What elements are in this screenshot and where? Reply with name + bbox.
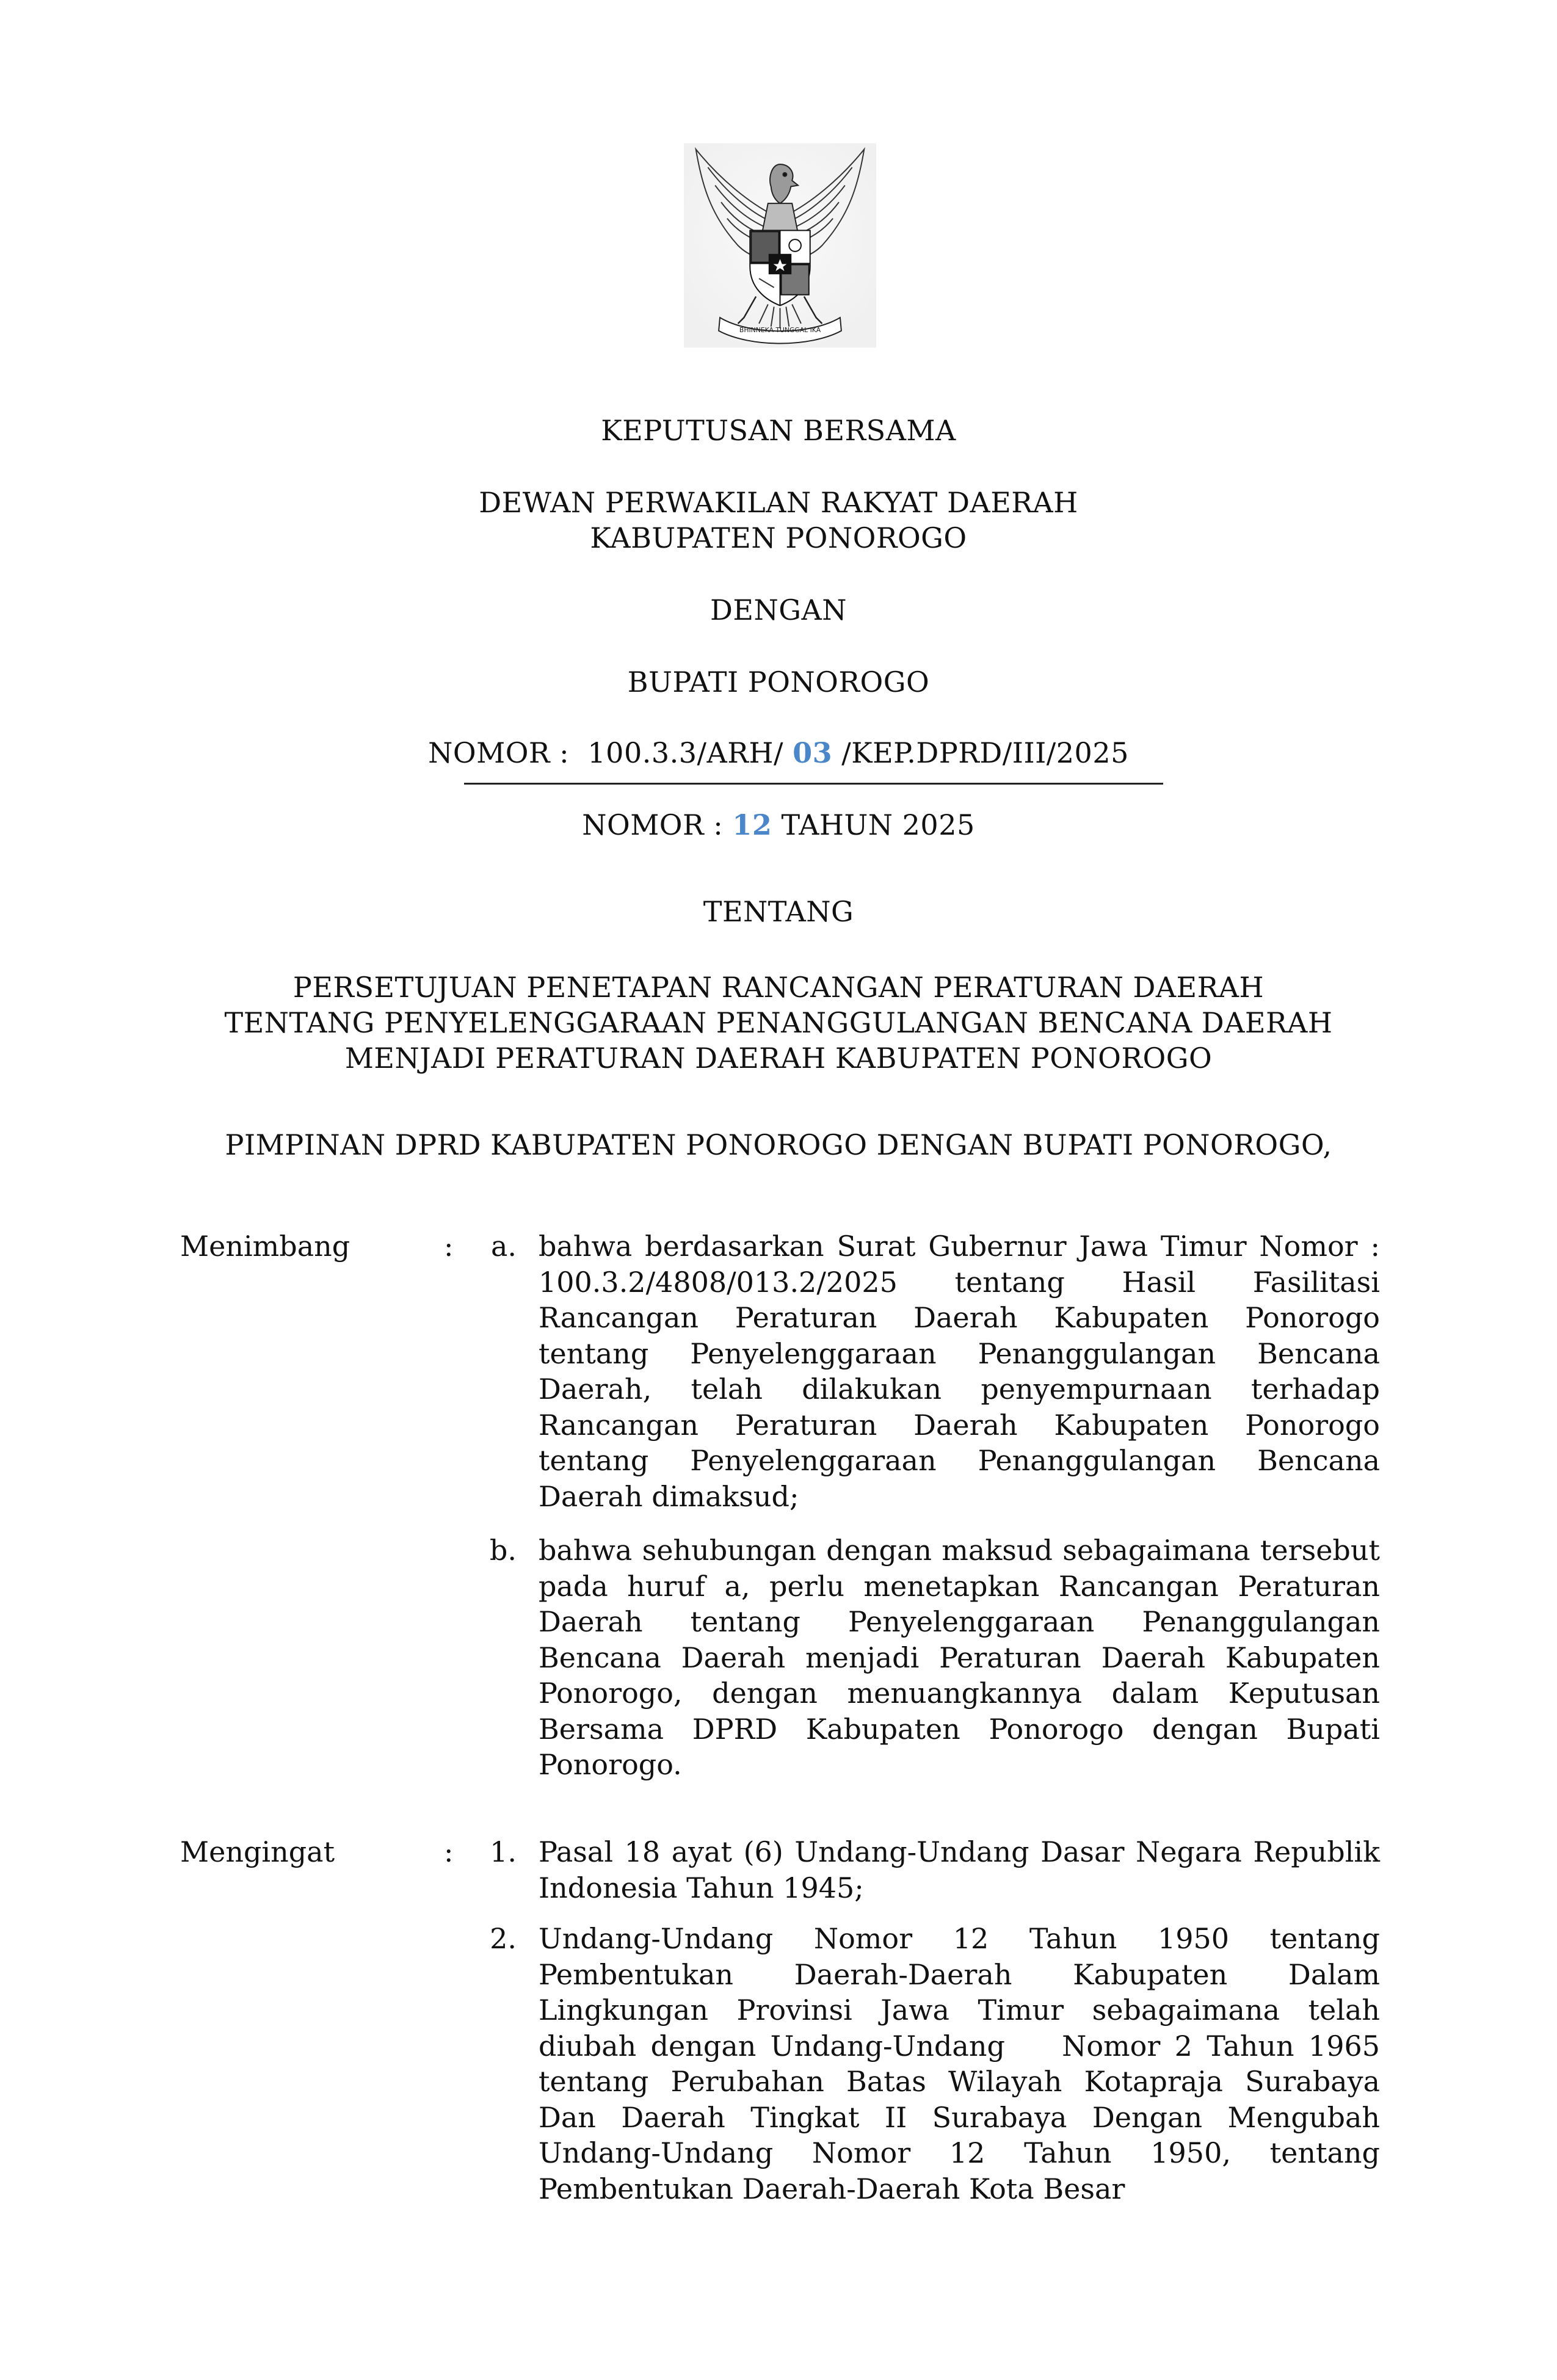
authority-line: PIMPINAN DPRD KABUPATEN PONOROGO DENGAN BUPATI PONOROGO, xyxy=(225,1128,1332,1161)
decision-type-title: KEPUTUSAN BERSAMA xyxy=(601,414,956,447)
number1-suffix: /KEP.DPRD/III/2025 xyxy=(832,736,1129,769)
mengingat-item-1-text: Pasal 18 ayat (6) Undang-Undang Dasar Negara Republik Indonesia Tahun 1945; xyxy=(539,1835,1380,1904)
number2-prefix: NOMOR : xyxy=(582,808,733,841)
party-one-line2: KABUPATEN PONOROGO xyxy=(590,521,967,554)
subject-line-2: TENTANG PENYELENGGARAAN PENANGGULANGAN BENCANA DAERAH xyxy=(224,1006,1333,1039)
decision-number-dprd xyxy=(0,735,1557,771)
number2-value: 12 xyxy=(732,808,772,841)
menimbang-colon: : xyxy=(444,1230,454,1263)
number1-prefix: NOMOR : 100.3.3/ARH/ xyxy=(428,736,793,769)
svg-text:BHINNEKA TUNGGAL IKA: BHINNEKA TUNGGAL IKA xyxy=(739,325,821,334)
menimbang-label: Menimbang xyxy=(180,1230,350,1263)
garuda-emblem-icon xyxy=(684,142,876,349)
mengingat-item-1-marker: 1. xyxy=(490,1835,517,1868)
mengingat-item-2-marker: 2. xyxy=(490,1922,517,1955)
mengingat-colon: : xyxy=(444,1835,454,1868)
menimbang-item-a-marker: a. xyxy=(490,1230,517,1263)
menimbang-item-a-text: bahwa berdasarkan Surat Gubernur Jawa Timur Nomor : 100.3.2/4808/013.2/2025 tentang Hasil Fasilitasi Rancangan Peraturan Daerah Kabupaten Ponorogo tentang Penyelenggaraan Penanggulangan Bencana Daerah, telah dilakukan penyempurnaan terhadap Rancangan Peraturan Daerah Kabupaten Ponorogo tentang Penyelenggaraan Penanggulangan Bencana Daerah dimaksud; xyxy=(539,1230,1380,1513)
about-heading: TENTANG xyxy=(703,895,854,928)
menimbang-item-b-text: bahwa sehubungan dengan maksud sebagaimana tersebut pada huruf a, perlu menetapkan Rancangan Peraturan Daerah tentang Penyelenggaraan Penanggulangan Bencana Daerah menjadi Peraturan Daerah Kabupaten Ponorogo, dengan menuangkannya dalam Keputusan Bersama DPRD Kabupaten Ponorogo dengan Bupati Ponorogo. xyxy=(539,1534,1380,1781)
number-underline-divider xyxy=(464,783,1163,785)
number1-value: 03 xyxy=(793,736,833,769)
number2-suffix: TAHUN 2025 xyxy=(772,808,975,841)
subject-line-1: PERSETUJUAN PENETAPAN RANCANGAN PERATURAN DAERAH xyxy=(292,971,1265,1004)
party-two-title: BUPATI PONOROGO xyxy=(627,666,930,698)
decision-number-bupati xyxy=(0,807,1557,843)
conjunction-text: DENGAN xyxy=(710,593,847,626)
mengingat-item-2-text: Undang-Undang Nomor 12 Tahun 1950 tentang Pembentukan Daerah-Daerah Kabupaten Dalam Lingkungan Provinsi Jawa Timur sebagaimana telah diubah dengan Undang-Undang Nomor 2 Tahun 1965 tentang Perubahan Batas Wilayah Kotapraja Surabaya Dan Daerah Tingkat II Surabaya Dengan Mengubah Undang-Undang Nomor 12 Tahun 1950, tentang Pembentukan Daerah-Daerah Kota Besar xyxy=(539,1922,1389,2205)
party-one-line1: DEWAN PERWAKILAN RAKYAT DAERAH xyxy=(479,486,1078,519)
mengingat-label: Mengingat xyxy=(180,1835,335,1868)
menimbang-item-b-marker: b. xyxy=(489,1534,517,1567)
subject-line-3: MENJADI PERATURAN DAERAH KABUPATEN PONOROGO xyxy=(344,1042,1213,1075)
